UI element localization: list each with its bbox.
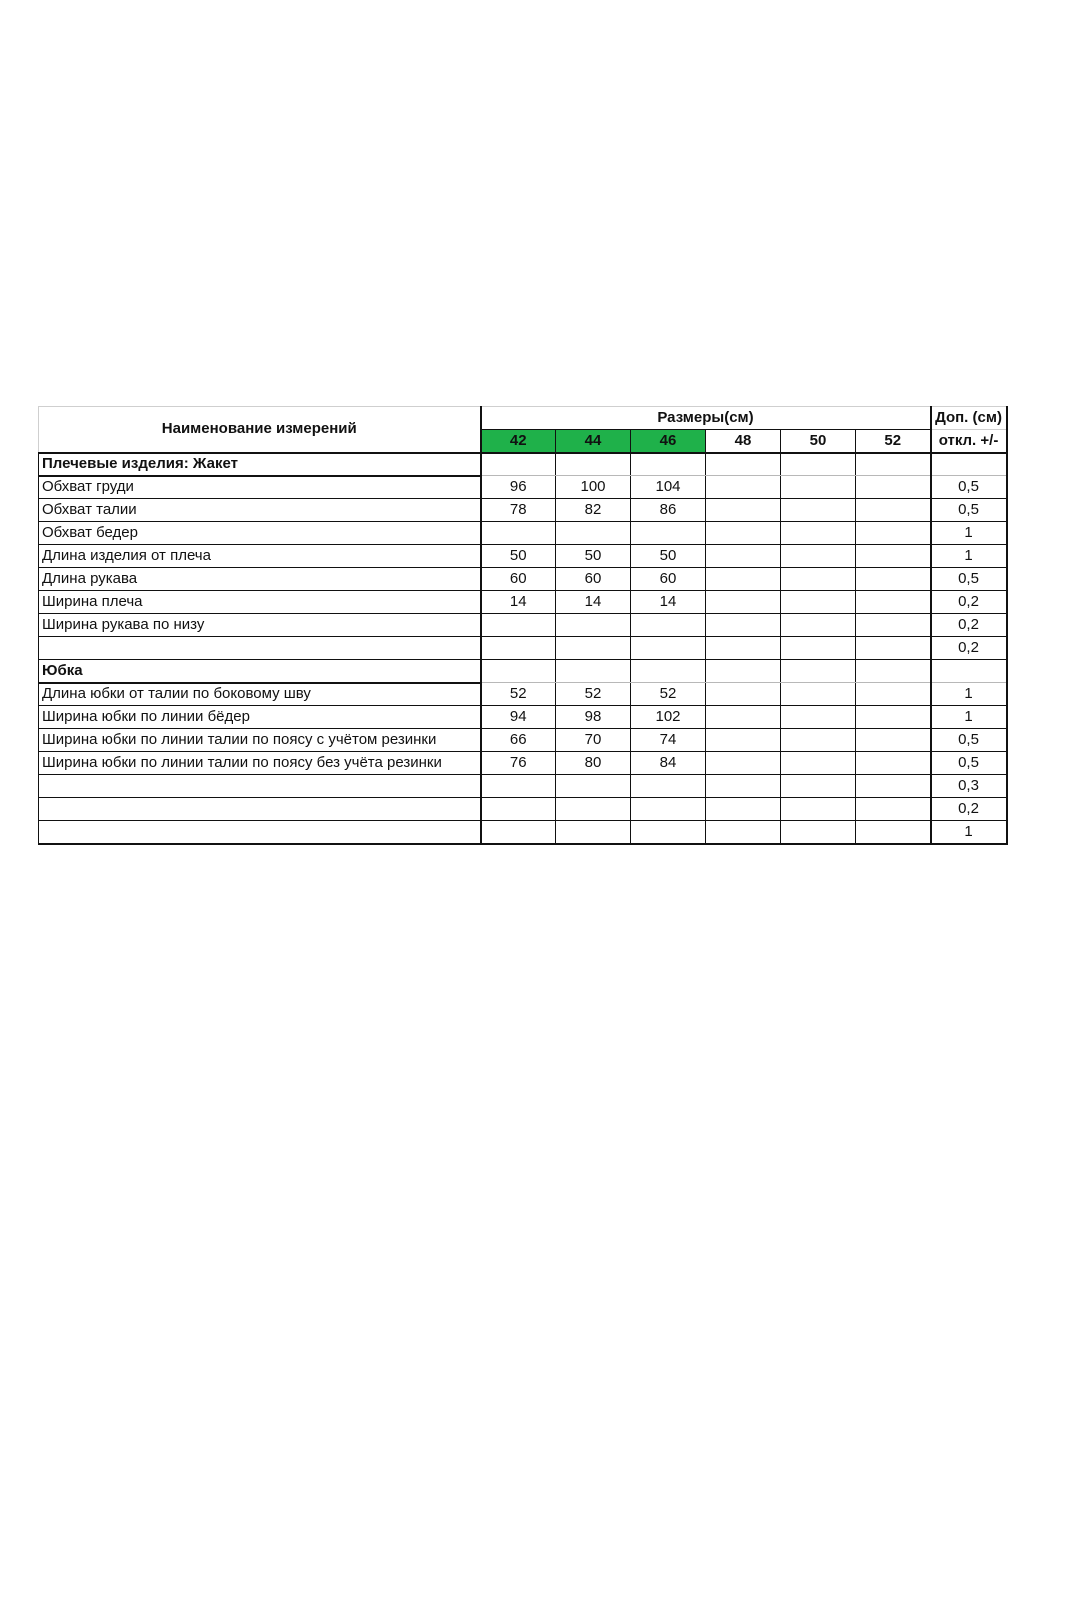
size-value-52 [856, 821, 931, 844]
size-value-50 [781, 499, 856, 522]
section-row [39, 660, 1007, 683]
size-value-48 [706, 499, 781, 522]
empty-cell [556, 660, 631, 683]
size-value-42: 52 [481, 683, 556, 706]
size-value-46: 50 [631, 545, 706, 568]
table-row [39, 522, 1007, 545]
size-value-42: 76 [481, 752, 556, 775]
size-value-52 [856, 775, 931, 798]
tolerance-value: 0,5 [931, 568, 1007, 591]
measurement-name: Ширина плеча [39, 591, 481, 614]
tolerance-value: 0,2 [931, 614, 1007, 637]
size-chart-table [38, 406, 1008, 845]
size-value-50 [781, 568, 856, 591]
table-row [39, 614, 1007, 637]
size-value-48 [706, 683, 781, 706]
table-row [39, 637, 1007, 660]
size-value-50 [781, 729, 856, 752]
measurement-name: Ширина юбки по линии талии по поясу с учётом резинки [39, 729, 481, 752]
sizes-caption-header: Размеры(см) [481, 407, 931, 430]
size-value-48 [706, 614, 781, 637]
table-row [39, 729, 1007, 752]
size-value-48 [706, 522, 781, 545]
size-value-46 [631, 775, 706, 798]
size-value-42 [481, 614, 556, 637]
section-title: Юбка [39, 660, 481, 683]
size-value-50 [781, 614, 856, 637]
size-value-42: 14 [481, 591, 556, 614]
size-value-50 [781, 476, 856, 499]
empty-cell [781, 453, 856, 476]
size-value-46 [631, 522, 706, 545]
empty-cell [631, 453, 706, 476]
size-value-46 [631, 614, 706, 637]
measurement-name: Обхват груди [39, 476, 481, 499]
size-value-48 [706, 591, 781, 614]
measurement-name: Обхват бедер [39, 522, 481, 545]
size-value-46: 104 [631, 476, 706, 499]
size-value-50 [781, 683, 856, 706]
size-value-44: 98 [556, 706, 631, 729]
size-header-52: 52 [856, 430, 931, 453]
size-value-42: 50 [481, 545, 556, 568]
size-value-44: 50 [556, 545, 631, 568]
size-value-44: 70 [556, 729, 631, 752]
size-value-50 [781, 821, 856, 844]
table-row [39, 545, 1007, 568]
table-row [39, 683, 1007, 706]
size-value-50 [781, 522, 856, 545]
size-value-46: 86 [631, 499, 706, 522]
measurement-name: Длина юбки от талии по боковому шву [39, 683, 481, 706]
size-value-46: 52 [631, 683, 706, 706]
size-value-52 [856, 522, 931, 545]
size-value-46 [631, 798, 706, 821]
section-title: Плечевые изделия: Жакет [39, 453, 481, 476]
table-row [39, 775, 1007, 798]
size-value-42: 94 [481, 706, 556, 729]
table-row [39, 476, 1007, 499]
measurement-name [39, 637, 481, 660]
size-value-52 [856, 637, 931, 660]
tolerance-value: 0,5 [931, 499, 1007, 522]
size-value-46 [631, 637, 706, 660]
tolerance-value: 0,2 [931, 798, 1007, 821]
size-value-50 [781, 798, 856, 821]
size-value-52 [856, 568, 931, 591]
measurement-name: Ширина юбки по линии талии по поясу без учёта резинки [39, 752, 481, 775]
table-row [39, 568, 1007, 591]
measurement-name [39, 798, 481, 821]
size-value-52 [856, 683, 931, 706]
size-header-46: 46 [631, 430, 706, 453]
size-value-52 [856, 545, 931, 568]
empty-cell [931, 453, 1007, 476]
measurement-name: Обхват талии [39, 499, 481, 522]
tolerance-value: 1 [931, 706, 1007, 729]
size-value-42: 96 [481, 476, 556, 499]
tolerance-value: 1 [931, 522, 1007, 545]
size-value-42: 60 [481, 568, 556, 591]
empty-cell [481, 453, 556, 476]
size-value-44: 80 [556, 752, 631, 775]
size-header-48: 48 [706, 430, 781, 453]
size-value-42 [481, 821, 556, 844]
size-value-48 [706, 775, 781, 798]
size-header-42: 42 [481, 430, 556, 453]
tolerance-header-line2: откл. +/- [931, 430, 1007, 453]
empty-cell [556, 453, 631, 476]
tolerance-value: 1 [931, 683, 1007, 706]
tolerance-value: 0,5 [931, 729, 1007, 752]
size-value-42 [481, 522, 556, 545]
empty-cell [856, 660, 931, 683]
size-value-46: 60 [631, 568, 706, 591]
empty-cell [931, 660, 1007, 683]
size-value-44: 100 [556, 476, 631, 499]
size-value-52 [856, 706, 931, 729]
size-value-44 [556, 522, 631, 545]
size-value-52 [856, 729, 931, 752]
table-row [39, 752, 1007, 775]
size-value-42 [481, 637, 556, 660]
measurement-name-header: Наименование измерений [39, 407, 481, 453]
empty-cell [706, 453, 781, 476]
size-value-52 [856, 752, 931, 775]
size-value-48 [706, 798, 781, 821]
size-value-48 [706, 821, 781, 844]
size-value-42: 78 [481, 499, 556, 522]
size-value-50 [781, 775, 856, 798]
size-value-48 [706, 568, 781, 591]
size-value-44: 60 [556, 568, 631, 591]
size-value-44 [556, 614, 631, 637]
size-value-50 [781, 545, 856, 568]
size-value-44 [556, 798, 631, 821]
size-value-44 [556, 637, 631, 660]
size-value-46: 102 [631, 706, 706, 729]
tolerance-value: 1 [931, 821, 1007, 844]
header-row-1 [39, 407, 1007, 430]
section-row [39, 453, 1007, 476]
size-value-44 [556, 775, 631, 798]
tolerance-value: 1 [931, 545, 1007, 568]
table-row [39, 591, 1007, 614]
size-value-46: 74 [631, 729, 706, 752]
size-value-44: 82 [556, 499, 631, 522]
tolerance-value: 0,3 [931, 775, 1007, 798]
size-value-52 [856, 476, 931, 499]
size-value-52 [856, 591, 931, 614]
size-value-42 [481, 798, 556, 821]
size-value-48 [706, 706, 781, 729]
tolerance-value: 0,2 [931, 591, 1007, 614]
tolerance-value: 0,5 [931, 752, 1007, 775]
empty-cell [631, 660, 706, 683]
measurement-name: Длина рукава [39, 568, 481, 591]
table-row [39, 499, 1007, 522]
size-value-48 [706, 729, 781, 752]
size-value-44 [556, 821, 631, 844]
size-value-46: 14 [631, 591, 706, 614]
measurement-name [39, 775, 481, 798]
measurement-name: Ширина рукава по низу [39, 614, 481, 637]
size-value-50 [781, 591, 856, 614]
size-value-50 [781, 752, 856, 775]
size-value-50 [781, 706, 856, 729]
size-header-50: 50 [781, 430, 856, 453]
size-value-46: 84 [631, 752, 706, 775]
table-row [39, 706, 1007, 729]
size-value-52 [856, 798, 931, 821]
measurement-name [39, 821, 481, 844]
size-value-44: 52 [556, 683, 631, 706]
size-value-44: 14 [556, 591, 631, 614]
size-value-48 [706, 637, 781, 660]
size-value-48 [706, 476, 781, 499]
measurement-name: Длина изделия от плеча [39, 545, 481, 568]
table-row [39, 798, 1007, 821]
size-value-52 [856, 499, 931, 522]
size-value-42: 66 [481, 729, 556, 752]
tolerance-value: 0,2 [931, 637, 1007, 660]
table-row [39, 821, 1007, 844]
empty-cell [856, 453, 931, 476]
tolerance-header-line1: Доп. (см) [931, 407, 1007, 430]
measurement-name: Ширина юбки по линии бёдер [39, 706, 481, 729]
size-value-48 [706, 752, 781, 775]
empty-cell [706, 660, 781, 683]
empty-cell [781, 660, 856, 683]
size-value-48 [706, 545, 781, 568]
size-value-46 [631, 821, 706, 844]
tolerance-value: 0,5 [931, 476, 1007, 499]
size-value-42 [481, 775, 556, 798]
size-header-44: 44 [556, 430, 631, 453]
size-value-50 [781, 637, 856, 660]
size-value-52 [856, 614, 931, 637]
empty-cell [481, 660, 556, 683]
